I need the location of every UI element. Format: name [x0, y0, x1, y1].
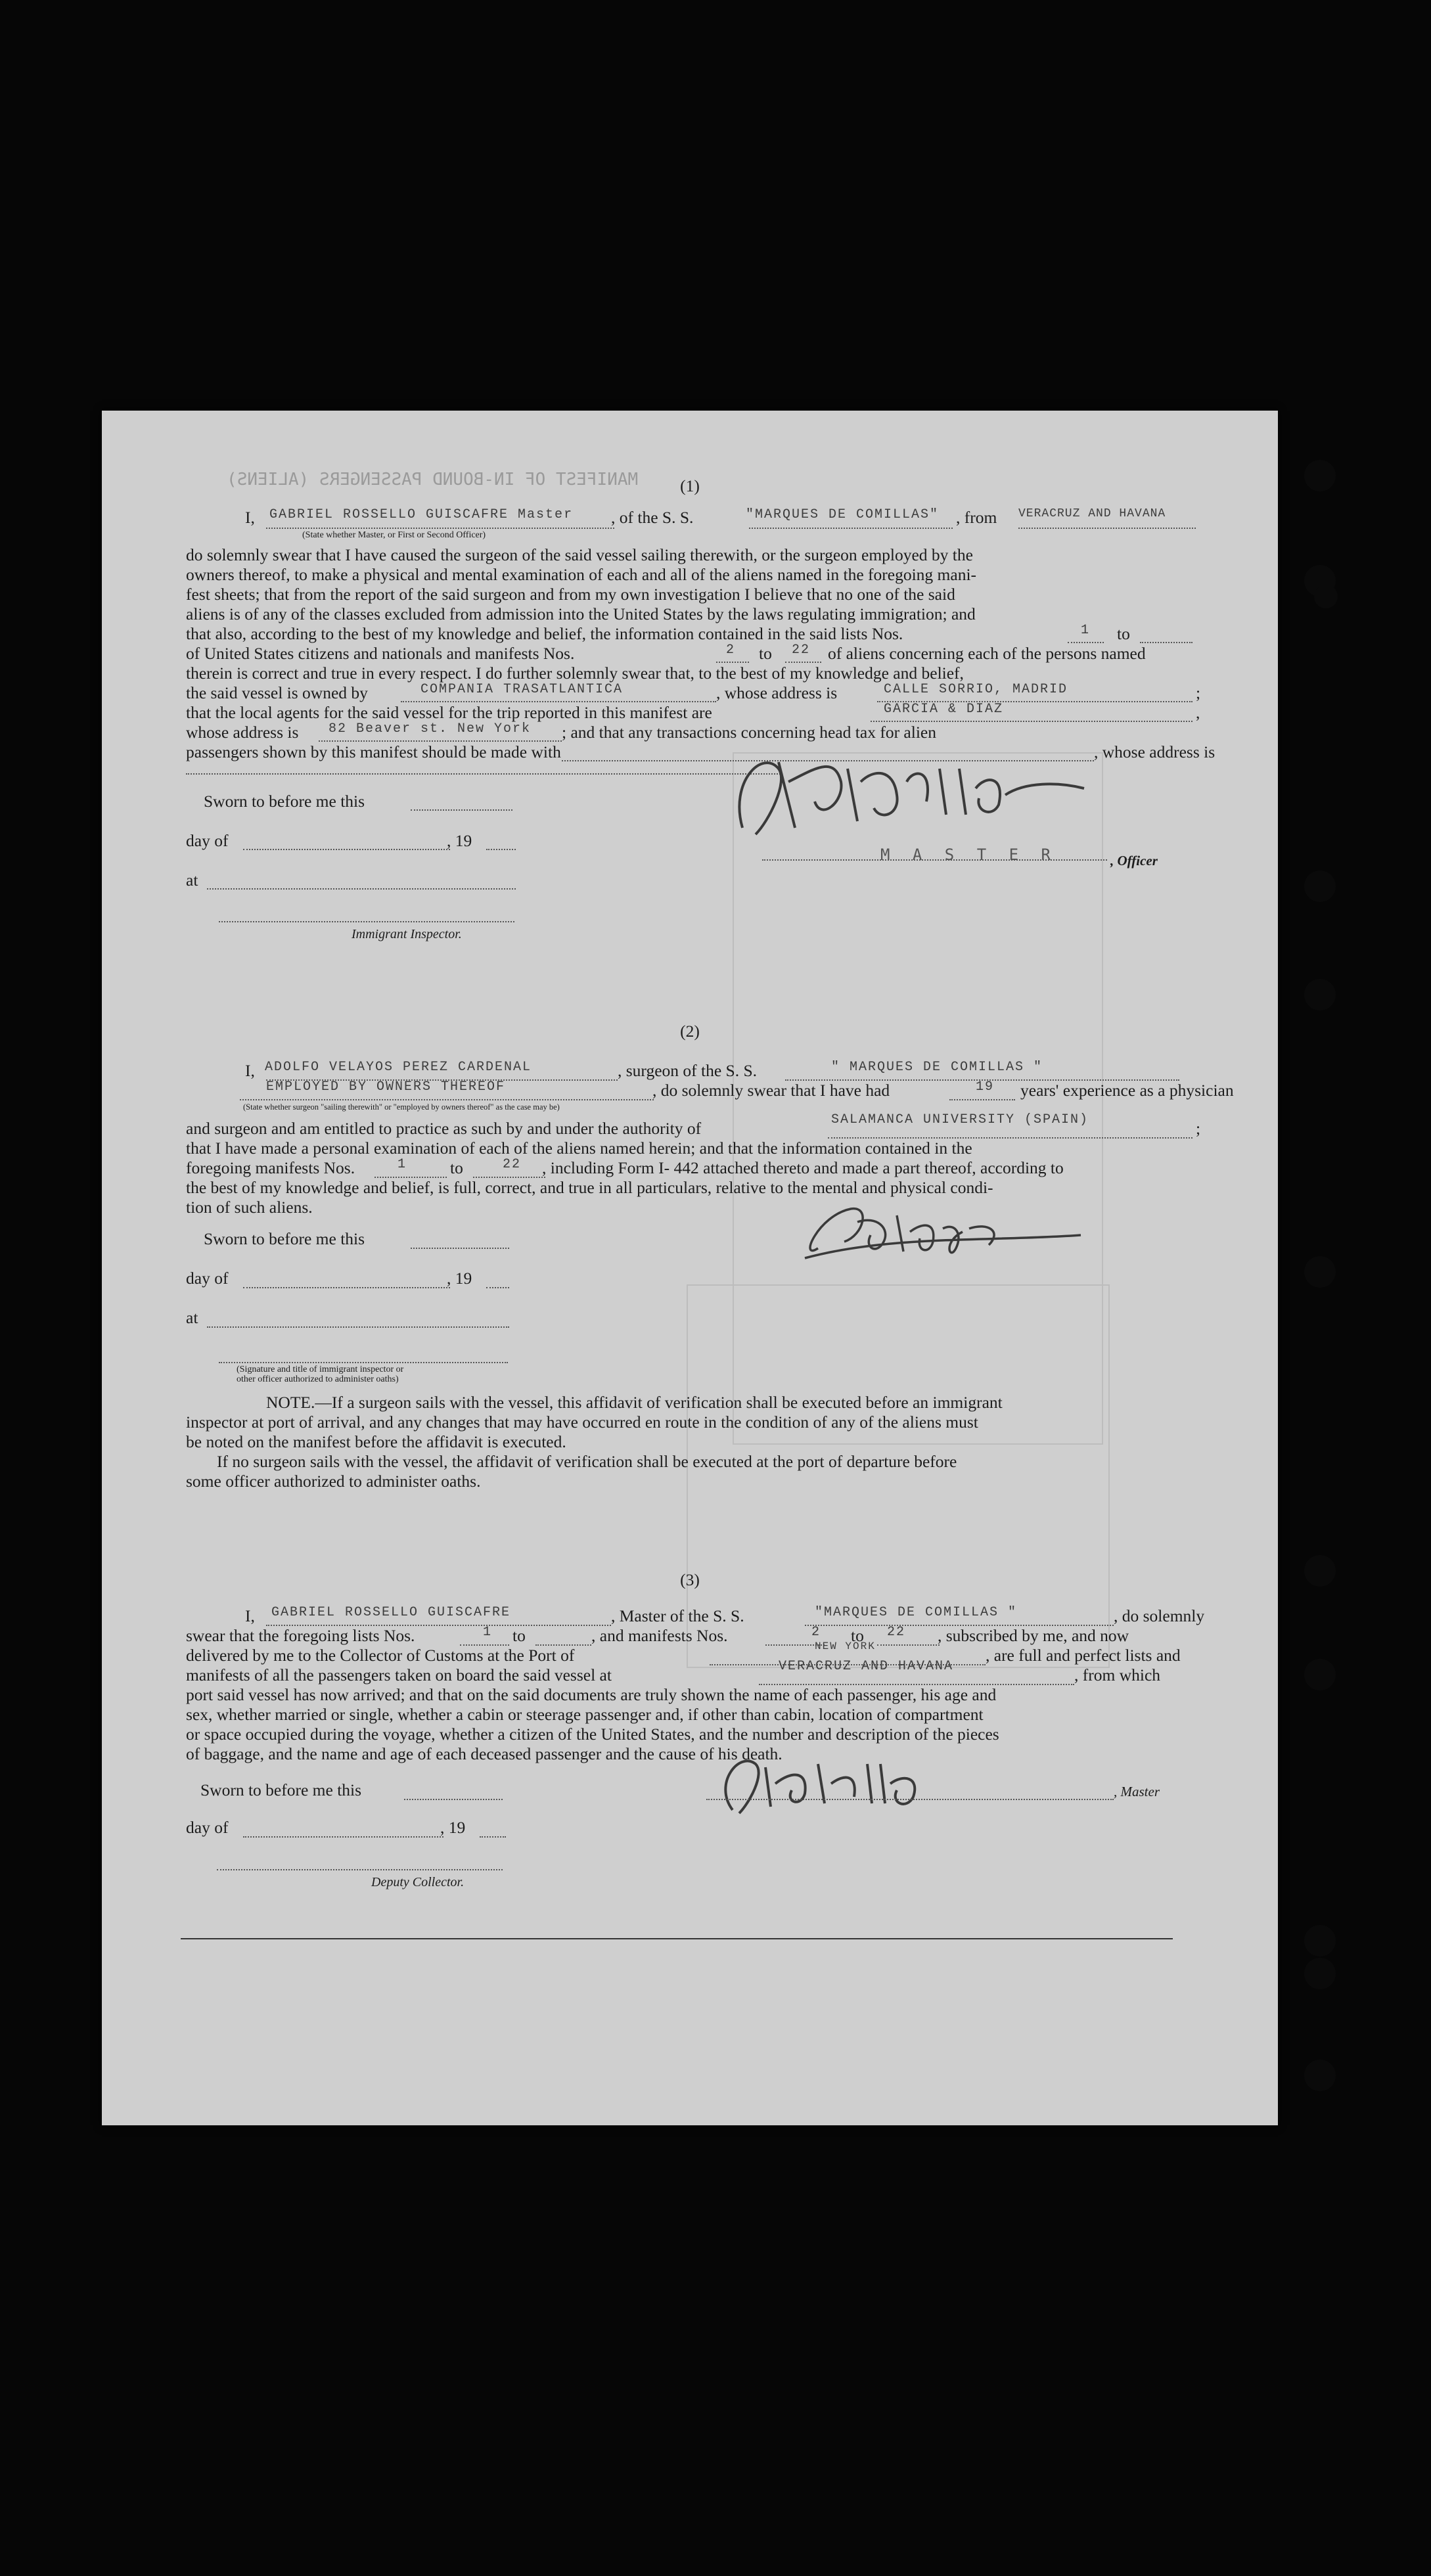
s2-years-tail: years' experience as a physician	[1020, 1081, 1234, 1100]
s1-lists-from: 1	[1081, 623, 1091, 638]
s2-man-from: 1	[398, 1157, 407, 1172]
s2-line-3: the best of my knowledge and belief, is full, correct, and true in all particulars, relative to the mental and physical condi-	[186, 1178, 993, 1197]
s1-man-from-line	[716, 662, 749, 663]
s2-line-2: foregoing manifests Nos.	[186, 1158, 355, 1177]
s2-sig-caption-1: (Signature and title of immigrant inspector or	[237, 1365, 404, 1374]
s3-sworn-line	[404, 1799, 503, 1800]
s2-pre: I,	[245, 1061, 255, 1080]
s3-man-to-line	[877, 1644, 940, 1646]
manifest-sheet	[102, 411, 1278, 2125]
s3-line-2: sex, whether married or single, whether a cabin or steerage passenger and, if other than cabin, location of compartment	[186, 1705, 984, 1724]
s3-master-name: GABRIEL ROSSELLO GUISCAFRE	[271, 1605, 511, 1620]
binder-hole	[1304, 460, 1336, 491]
s3-year: , 19	[440, 1818, 466, 1837]
s1-ship: "MARQUES DE COMILLAS"	[746, 507, 940, 522]
s2-at: at	[186, 1308, 198, 1327]
s3-sworn: Sworn to before me this	[200, 1780, 362, 1799]
s2-surgeon-of: , surgeon of the S. S.	[618, 1061, 758, 1080]
s3-master-label: , Master	[1114, 1784, 1160, 1799]
s1-day-line	[243, 849, 450, 850]
s3-port: NEW YORK	[815, 1640, 876, 1652]
s3-pre: I,	[245, 1606, 255, 1625]
binder-hole	[1304, 979, 1336, 1010]
s1-line-1: do solemnly swear that I have caused the surgeon of the said vessel sailing therewith, or the surgeon employed by the	[186, 545, 973, 564]
s1-line-3: fest sheets; that from the report of the said surgeon and from my own investigation I believe that no one of the said	[186, 585, 955, 604]
s1-line-4: aliens is of any of the classes excluded from admission into the United States by the laws regulating immigration; and	[186, 604, 976, 623]
binder-hole	[1304, 870, 1336, 902]
s2-line-4: tion of such aliens.	[186, 1198, 313, 1217]
s1-sworn: Sworn to before me this	[204, 792, 365, 811]
s1-line-11: passengers shown by this manifest should be made with	[186, 742, 561, 761]
s3-line-3: or space occupied during the voyage, whether a citizen of the United States, and the number and description of the pieces	[186, 1725, 999, 1744]
s1-inspector-line	[219, 921, 514, 922]
binder-hole	[1304, 1958, 1336, 1989]
s1-owner-addr-label: , whose address is	[716, 683, 838, 702]
s1-origin: VERACRUZ AND HAVANA	[1018, 507, 1166, 520]
s2-to: to	[450, 1158, 463, 1177]
s1-man-from: 2	[726, 643, 736, 658]
s2-ship: " MARQUES DE COMILLAS "	[831, 1060, 1043, 1075]
binder-hole	[1304, 1925, 1336, 1956]
s1-agents-addr: 82 Beaver st. New York	[329, 721, 532, 736]
s1-owner-addr: CALLE SORRIO, MADRID	[884, 682, 1068, 697]
surgeon-signature	[792, 1196, 1094, 1268]
s3-man-to: 22	[887, 1625, 906, 1640]
s1-head-tax-tail: ; and that any transactions concerning head tax for alien	[562, 723, 936, 742]
s2-note-1: NOTE.—If a surgeon sails with the vessel, this affidavit of verification shall be executed before an immigrant	[266, 1393, 1003, 1412]
s1-agents-addr-line	[319, 740, 562, 742]
s2-year-line	[486, 1287, 509, 1288]
s3-collector-line	[217, 1869, 503, 1870]
s2-sworn: Sworn to before me this	[204, 1229, 365, 1248]
s3-l4b: , from which	[1074, 1665, 1161, 1684]
s1-ship-line	[749, 528, 953, 529]
s1-year-line	[486, 849, 516, 850]
s2-line-1: that I have made a personal examination of each of the aliens named herein; and that the information contained in the	[186, 1139, 972, 1158]
s2-semicolon: ;	[1196, 1119, 1201, 1138]
s1-master-line	[266, 528, 614, 529]
s2-sworn-line	[411, 1248, 509, 1249]
s2-day-of: day of	[186, 1269, 229, 1288]
s1-owner: COMPANIA TRASATLANTICA	[420, 682, 624, 697]
s3-master-sig-line	[706, 1799, 1114, 1800]
s1-lists-to-line	[1140, 642, 1192, 643]
s1-origin-line	[1018, 528, 1196, 529]
s1-lists-from-line	[1068, 642, 1104, 643]
s3-line-1: port said vessel has now arrived; and that on the said documents are truly shown the name of each passenger, his age and	[186, 1685, 997, 1704]
s1-inspector: Immigrant Inspector.	[352, 927, 462, 941]
s3-line-4: of baggage, and the name and age of each deceased passenger and the cause of his death.	[186, 1744, 783, 1763]
s3-man-from: 2	[811, 1625, 821, 1640]
s3-day-line	[243, 1836, 443, 1838]
s2-employed: EMPLOYED BY OWNERS THEREOF	[266, 1079, 506, 1095]
s3-ship: "MARQUES DE COMILLAS "	[815, 1605, 1018, 1620]
s1-sworn-line	[411, 809, 512, 811]
s2-at-line	[207, 1326, 509, 1328]
s2-surgeon-name: ADOLFO VELAYOS PEREZ CARDENAL	[265, 1060, 532, 1075]
s2-years-line	[949, 1099, 1015, 1100]
s1-line-6: of United States citizens and nationals and manifests Nos.	[186, 644, 575, 663]
s3-l3b: , are full and perfect lists and	[986, 1646, 1181, 1665]
s2-swear: , do solemnly swear that I have had	[652, 1081, 890, 1100]
s3-collector: Deputy Collector.	[371, 1875, 465, 1889]
binder-hole	[1314, 585, 1338, 608]
s2-authority: and surgeon and am entitled to practice as such by and under the authority of	[186, 1119, 702, 1138]
s1-semicolon: ;	[1196, 683, 1201, 702]
header-stamp: MANIFEST OF IN-BOUND PASSENGERS (ALIENS)	[227, 470, 639, 489]
s1-man-to: 22	[792, 643, 811, 658]
s2-form-tail: , including Form I- 442 attached thereto and made a part thereof, according to	[542, 1158, 1064, 1177]
s1-whose-addr: , whose address is	[1094, 742, 1215, 761]
s2-note-5: some officer authorized to administer oaths.	[186, 1472, 481, 1491]
s3-master-of: , Master of the S. S.	[611, 1606, 744, 1625]
s3-year-line	[480, 1836, 506, 1838]
s2-man-to: 22	[503, 1157, 522, 1172]
s1-from: , from	[956, 508, 997, 527]
s2-university: SALAMANCA UNIVERSITY (SPAIN)	[831, 1112, 1089, 1127]
s1-agents: GARCIA & DIAZ	[884, 702, 1004, 717]
s1-line-9: that the local agents for the said vessel for the trip reported in this manifest are	[186, 703, 712, 722]
section-2-number: (2)	[680, 1022, 700, 1041]
s1-officer: , Officer	[1110, 853, 1158, 869]
s1-line-10: whose address is	[186, 723, 299, 742]
s1-line-2: owners thereof, to make a physical and mental examination of each and all of the aliens named in the foregoing mani-	[186, 565, 977, 584]
s2-years: 19	[976, 1079, 995, 1095]
section-3-number: (3)	[680, 1570, 700, 1589]
s3-lists-from: 1	[483, 1625, 493, 1640]
s3-l2b: , and manifests Nos.	[591, 1626, 728, 1645]
s3-to-1: to	[512, 1626, 526, 1645]
s1-line-5: that also, according to the best of my knowledge and belief, the information contained in the said lists Nos.	[186, 624, 903, 643]
s2-note-4: If no surgeon sails with the vessel, the affidavit of verification shall be executed at the port of departure before	[217, 1452, 957, 1471]
s3-to-2: to	[851, 1626, 864, 1645]
s3-day-of: day of	[186, 1818, 229, 1837]
master-signature	[716, 742, 1097, 841]
s3-l3a: delivered by me to the Collector of Customs at the Port of	[186, 1646, 575, 1665]
s1-master-stamp: M A S T E R	[880, 846, 1057, 864]
s3-l2c: , subscribed by me, and now	[938, 1626, 1129, 1645]
s1-day-of: day of	[186, 831, 229, 850]
s2-note-2: inspector at port of arrival, and any changes that may have occurred en route in the condition of any of the aliens must	[186, 1412, 978, 1432]
s2-employed-line	[240, 1099, 654, 1100]
s1-at-line	[207, 888, 516, 890]
s3-departure: VERACRUZ AND HAVANA	[779, 1659, 954, 1674]
s1-master-caption: (State whether Master, or First or Second Officer)	[302, 530, 486, 540]
s2-inspector-line	[219, 1362, 508, 1363]
binder-hole	[1304, 1659, 1336, 1690]
s1-man-to-word: to	[759, 644, 772, 663]
s2-note-3: be noted on the manifest before the affidavit is executed.	[186, 1432, 566, 1451]
bottom-rule	[181, 1938, 1173, 1939]
s3-solemnly: , do solemnly	[1114, 1606, 1205, 1625]
s1-line-7: therein is correct and true in every respect. I do further solemnly swear that, to the best of my knowledge and belief,	[186, 664, 964, 683]
s1-pre: I,	[245, 508, 255, 527]
binder-hole	[1304, 2060, 1336, 2091]
binder-hole	[1304, 1256, 1336, 1288]
s1-comma: ,	[1196, 703, 1200, 722]
binder-hole	[1304, 1555, 1336, 1587]
s1-man-to-line	[785, 662, 821, 663]
s1-address-line	[186, 773, 781, 775]
s3-l2a: swear that the foregoing lists Nos.	[186, 1626, 415, 1645]
s3-l4a: manifests of all the passengers taken on board the said vessel at	[186, 1665, 612, 1684]
s1-aliens-tail: of aliens concerning each of the persons named	[828, 644, 1146, 663]
s1-at: at	[186, 870, 198, 890]
s1-of-ss: , of the S. S.	[611, 508, 694, 527]
s1-year: , 19	[447, 831, 472, 850]
s2-day-line	[243, 1287, 450, 1288]
s1-lists-to: to	[1117, 624, 1130, 643]
s2-sig-caption-2: other officer authorized to administer oaths)	[237, 1374, 399, 1384]
s1-line-8: the said vessel is owned by	[186, 683, 368, 702]
s2-caption: (State whether surgeon "sailing therewith" or "employed by owners thereof" as the case may be)	[243, 1102, 560, 1112]
section-1-number: (1)	[680, 476, 700, 495]
s1-master-name: GABRIEL ROSSELLO GUISCAFRE Master	[269, 507, 574, 522]
master-signature-2	[693, 1744, 1035, 1817]
s1-owner-line	[401, 701, 716, 702]
s2-year: , 19	[447, 1269, 472, 1288]
s1-agents-line	[871, 721, 1192, 722]
